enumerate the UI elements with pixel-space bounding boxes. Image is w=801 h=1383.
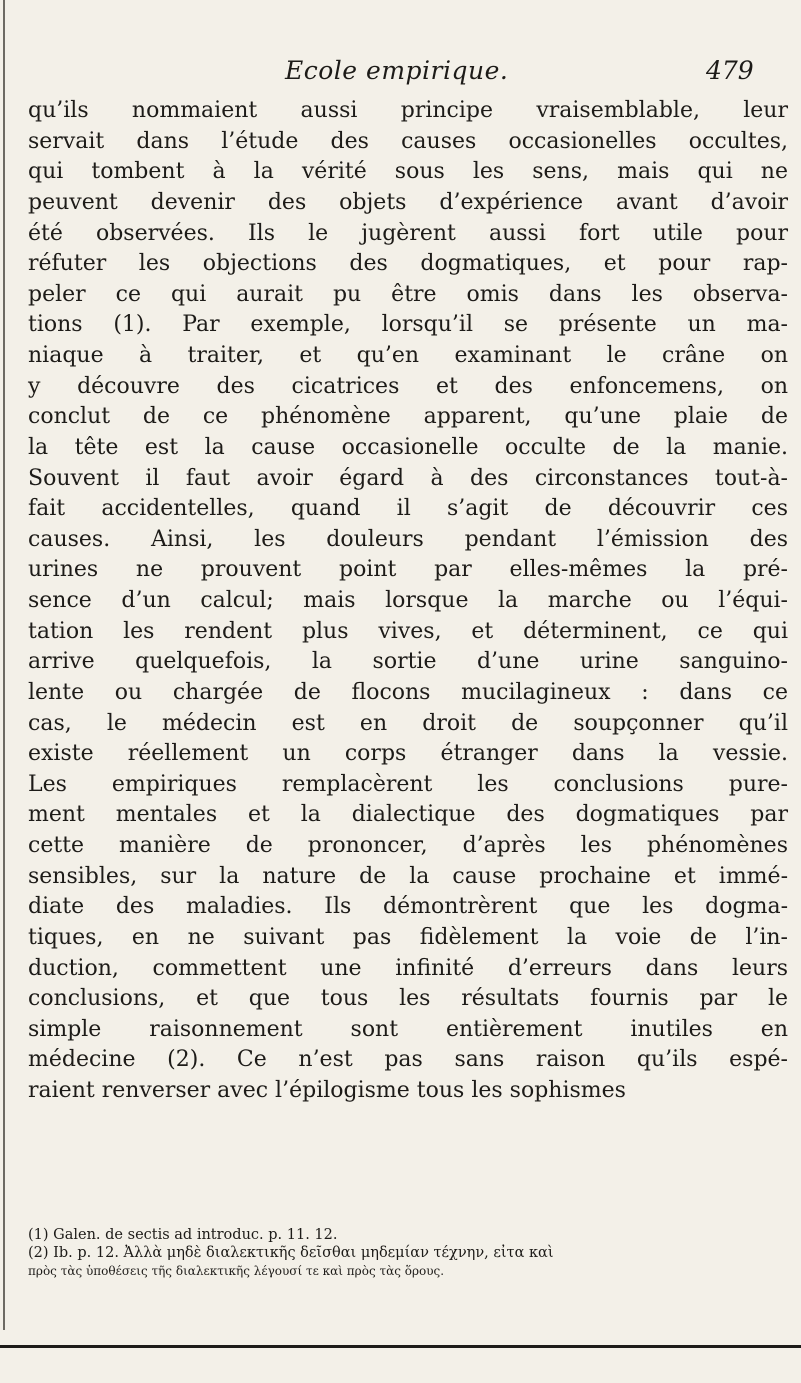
body-text — [28, 96, 788, 1107]
page-bottom-edge — [0, 1345, 801, 1348]
text-line: duction, commettent une infinité d’erreurs dans leurs — [28, 955, 788, 981]
page-number: 479 — [706, 56, 754, 85]
text-line: peuvent devenir des objets d’expérience avant d’avoir — [28, 189, 788, 215]
text-line: existe réellement un corps étranger dans la vessie. — [28, 741, 788, 767]
text-line: qu’ils nommaient aussi principe vraisemblable, leur — [28, 98, 788, 123]
text-line: cette manière de prononcer, d’après les phénomènes — [28, 833, 788, 858]
text-line: ment mentales et la dialectique des dogmatiques par — [28, 802, 788, 828]
text-line: peler ce qui aurait pu être omis dans les observa- — [28, 281, 788, 307]
text-line: qui tombent à la vérité sous les sens, mais qui ne — [28, 159, 788, 185]
text-line: arrive quelquefois, la sortie d’une urine sanguino- — [28, 649, 788, 675]
footnote-1: (1) Galen. de sectis ad introduc. p. 11. 12. — [28, 1227, 338, 1243]
text-line: sensibles, sur la nature de la cause prochaine et immé- — [28, 863, 788, 889]
text-line: causes. Ainsi, les douleurs pendant l’émission des — [28, 526, 788, 552]
running-title: Ecole empirique. — [285, 56, 509, 85]
text-line: la tête est la cause occasionelle occulte de la manie. — [28, 434, 788, 460]
text-line: raient renverser avec l’épilogisme tous les sophismes — [28, 1078, 626, 1103]
text-line: Les empiriques remplacèrent les conclusions pure- — [28, 771, 788, 797]
text-line: simple raisonnement sont entièrement inutiles en — [28, 1016, 788, 1042]
text-line: conclusions, et que tous les résultats fournis par le — [28, 986, 788, 1012]
text-line: Souvent il faut avoir égard à des circonstances tout-à- — [28, 465, 788, 491]
text-line: diate des maladies. Ils démontrèrent que les dogma- — [28, 894, 788, 920]
page-header — [0, 56, 801, 96]
text-line: y découvre des cicatrices et des enfoncemens, on — [28, 373, 788, 399]
text-line: cas, le médecin est en droit de soupçonner qu’il — [28, 710, 788, 736]
text-line: urines ne prouvent point par elles-mêmes la pré- — [28, 557, 788, 583]
text-line: été observées. Ils le jugèrent aussi fort utile pour — [28, 220, 788, 246]
text-line: réfuter les objections des dogmatiques, et pour rap- — [28, 251, 788, 277]
text-line: fait accidentelles, quand il s’agit de découvrir ces — [28, 496, 788, 522]
text-line: niaque à traiter, et qu’en examinant le crâne on — [28, 343, 788, 368]
footnote-2: (2) Ib. p. 12. Ἀλλὰ μηδὲ διαλεκτικῆς δεῖσθαι μηδεμίαν τέχνην, εἶτα καὶ — [28, 1245, 554, 1261]
text-line: servait dans l’étude des causes occasionelles occultes, — [28, 128, 788, 154]
footnote-2-continuation: πρὸς τὰς ὑποθέσεις τῆς διαλεκτικῆς λέγουσί τε καὶ πρὸς τὰς ὅρους. — [28, 1264, 445, 1278]
text-line: sence d’un calcul; mais lorsque la marche ou l’équi- — [28, 588, 788, 613]
text-line: conclut de ce phénomène apparent, qu’une plaie de — [28, 404, 788, 430]
text-line: médecine (2). Ce n’est pas sans raison qu’ils espé- — [28, 1047, 788, 1073]
text-line: tation les rendent plus vives, et déterminent, ce qui — [28, 618, 788, 644]
page-edge-shadow — [3, 0, 5, 1330]
text-line: tions (1). Par exemple, lorsqu’il se présente un ma- — [28, 312, 788, 338]
footnotes — [28, 1226, 788, 1280]
text-line: lente ou chargée de flocons mucilagineux : dans ce — [28, 679, 788, 705]
text-line: tiques, en ne suivant pas fidèlement la voie de l’in- — [28, 924, 788, 950]
